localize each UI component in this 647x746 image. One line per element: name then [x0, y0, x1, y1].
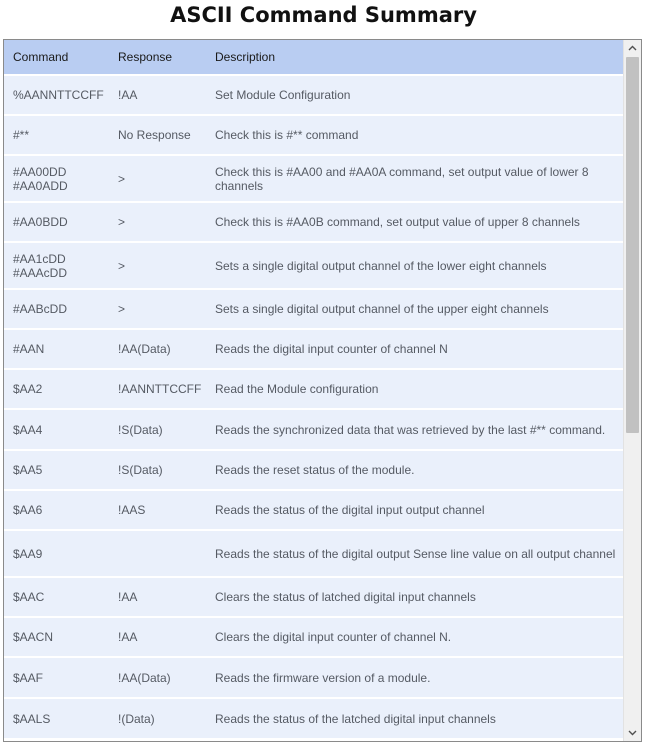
cell-response: !AA — [109, 618, 206, 656]
table-row — [4, 451, 623, 489]
table-header-row — [4, 40, 623, 74]
column-header-description: Description — [206, 40, 623, 74]
cell-response: !AAS — [109, 491, 206, 529]
cell-command: #AA1cDD #AAAcDD — [4, 243, 109, 288]
table-row — [4, 330, 623, 368]
table-row — [4, 370, 623, 408]
cell-command: $AAF — [4, 658, 109, 697]
vertical-scrollbar[interactable] — [623, 40, 641, 741]
cell-command: $AAC — [4, 578, 109, 616]
cell-command: #** — [4, 116, 109, 154]
cell-command: %AANNTTCCFF — [4, 76, 109, 114]
cell-command: $AA9 — [4, 531, 109, 576]
cell-response — [109, 531, 206, 576]
cell-description: Check this is #AA00 and #AA0A command, set output value of lower 8 channels — [206, 156, 623, 201]
cell-description: Reads the status of the digital output Sense line value on all output channel — [206, 531, 623, 576]
column-header-response: Response — [109, 40, 206, 74]
command-table — [4, 40, 623, 740]
cell-command: #AAN — [4, 330, 109, 368]
cell-command: #AABcDD — [4, 290, 109, 328]
cell-command: $AA5 — [4, 451, 109, 489]
cell-command: #AA0BDD — [4, 203, 109, 241]
cell-description: Sets a single digital output channel of the lower eight channels — [206, 243, 623, 288]
cell-response: !AA — [109, 76, 206, 114]
table-row — [4, 531, 623, 576]
table-row — [4, 156, 623, 201]
table-row — [4, 699, 623, 738]
cell-command: #AA00DD #AA0ADD — [4, 156, 109, 201]
cell-description: Read the Module configuration — [206, 370, 623, 408]
cell-description: Reads the status of the digital input output channel — [206, 491, 623, 529]
cell-response: !AA — [109, 578, 206, 616]
table-viewport — [4, 40, 623, 741]
table-row — [4, 76, 623, 114]
cell-response: > — [109, 243, 206, 288]
cell-response: !S(Data) — [109, 410, 206, 449]
cell-response: > — [109, 290, 206, 328]
cell-command: $AALS — [4, 699, 109, 738]
chevron-up-icon — [628, 45, 637, 51]
command-table-panel[interactable] — [3, 39, 642, 742]
cell-response: !(Data) — [109, 699, 206, 738]
cell-response: No Response — [109, 116, 206, 154]
cell-description: Reads the status of the latched digital input channels — [206, 699, 623, 738]
cell-command: $AA6 — [4, 491, 109, 529]
cell-description: Reads the digital input counter of channel N — [206, 330, 623, 368]
table-row — [4, 658, 623, 697]
chevron-down-icon — [628, 730, 637, 736]
scroll-up-button[interactable] — [624, 40, 641, 56]
cell-description: Reads the synchronized data that was retrieved by the last #** command. — [206, 410, 623, 449]
cell-description: Reads the reset status of the module. — [206, 451, 623, 489]
table-row — [4, 203, 623, 241]
table-row — [4, 243, 623, 288]
cell-response: > — [109, 203, 206, 241]
cell-response: !AANNTTCCFF — [109, 370, 206, 408]
cell-command: $AA4 — [4, 410, 109, 449]
cell-description: Reads the firmware version of a module. — [206, 658, 623, 697]
cell-description: Check this is #AA0B command, set output value of upper 8 channels — [206, 203, 623, 241]
cell-description: Clears the digital input counter of channel N. — [206, 618, 623, 656]
cell-response: !AA(Data) — [109, 330, 206, 368]
table-row — [4, 618, 623, 656]
table-row — [4, 410, 623, 449]
scrollbar-thumb[interactable] — [626, 57, 639, 433]
table-row — [4, 116, 623, 154]
cell-command: $AACN — [4, 618, 109, 656]
cell-description: Sets a single digital output channel of the upper eight channels — [206, 290, 623, 328]
cell-description: Set Module Configuration — [206, 76, 623, 114]
cell-response: !S(Data) — [109, 451, 206, 489]
cell-response: > — [109, 156, 206, 201]
cell-description: Check this is #** command — [206, 116, 623, 154]
table-row — [4, 578, 623, 616]
table-row — [4, 491, 623, 529]
table-row — [4, 290, 623, 328]
cell-response: !AA(Data) — [109, 658, 206, 697]
page-title: ASCII Command Summary — [170, 3, 477, 27]
column-header-command: Command — [4, 40, 109, 74]
cell-description: Clears the status of latched digital input channels — [206, 578, 623, 616]
scroll-down-button[interactable] — [624, 725, 641, 741]
cell-command: $AA2 — [4, 370, 109, 408]
